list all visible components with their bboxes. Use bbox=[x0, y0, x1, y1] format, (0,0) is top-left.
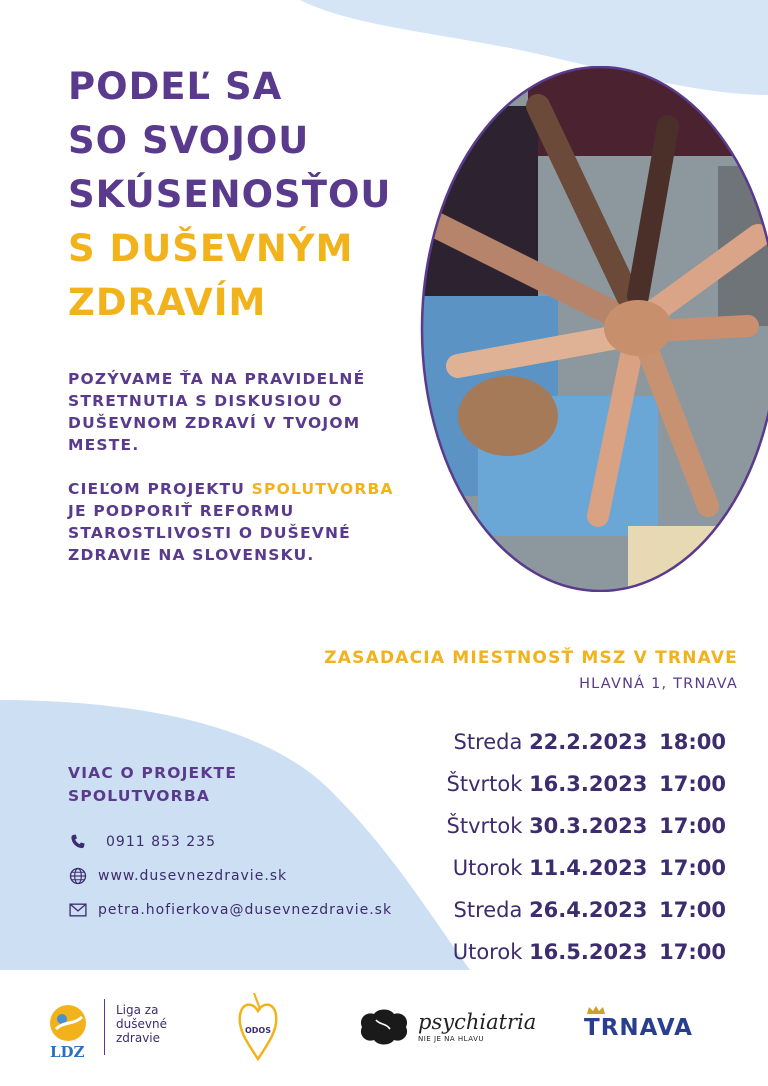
partner-logos bbox=[0, 985, 768, 1085]
intro-text bbox=[68, 368, 408, 588]
psychiatria-wordmark bbox=[418, 1011, 536, 1043]
ldz-mark: LDZ bbox=[50, 1043, 85, 1059]
schedule-date: 11.4.2023 bbox=[529, 856, 648, 880]
venue-name: ZASADACIA MIESTNOSŤ MSZ V TRNAVE bbox=[324, 648, 738, 668]
email-address: petra.hofierkova@dusevnezdravie.sk bbox=[98, 902, 393, 918]
web-contact[interactable] bbox=[68, 864, 287, 888]
goal-prefix: CIEĽOM PROJEKTU bbox=[68, 480, 246, 498]
schedule-list bbox=[447, 726, 727, 978]
schedule-date: 16.5.2023 bbox=[529, 940, 648, 964]
ldz-logo bbox=[46, 999, 96, 1059]
trnava-logo bbox=[584, 1005, 693, 1041]
headline-line-3: SKÚSENOSŤOU bbox=[68, 173, 392, 216]
headline-line-1: PODEĽ SA bbox=[68, 65, 283, 108]
schedule-date: 16.3.2023 bbox=[529, 772, 648, 796]
schedule-date: 26.4.2023 bbox=[529, 898, 648, 922]
schedule-day: Streda bbox=[453, 898, 523, 922]
schedule-day: Utorok bbox=[452, 856, 523, 880]
schedule-date: 22.2.2023 bbox=[529, 730, 648, 754]
hands-together-photo bbox=[418, 66, 768, 592]
psychiatria-title: psychiatria bbox=[418, 1010, 537, 1034]
schedule-time: 17:00 bbox=[659, 814, 726, 838]
ldz-emblem-icon bbox=[46, 999, 96, 1059]
goal-project-name: SPOLUTVORBA bbox=[251, 480, 394, 498]
ldz-name-line: zdravie bbox=[116, 1031, 161, 1045]
schedule-date: 30.3.2023 bbox=[529, 814, 648, 838]
schedule-time: 17:00 bbox=[659, 898, 726, 922]
schedule-item bbox=[447, 810, 727, 852]
schedule-day: Utorok bbox=[452, 940, 523, 964]
ldz-name-line: duševné bbox=[116, 1017, 167, 1031]
ldz-name bbox=[116, 1003, 167, 1045]
envelope-icon bbox=[68, 900, 88, 920]
phone-icon bbox=[68, 832, 88, 852]
schedule-item bbox=[447, 852, 727, 894]
odos-heart-icon bbox=[236, 989, 280, 1061]
headline-line-5: ZDRAVÍM bbox=[68, 281, 267, 324]
schedule-day: Streda bbox=[453, 730, 523, 754]
more-info-heading bbox=[68, 762, 237, 808]
globe-icon bbox=[68, 866, 88, 886]
phone-number: 0911 853 235 bbox=[106, 834, 216, 850]
venue bbox=[324, 648, 738, 692]
schedule-item bbox=[447, 726, 727, 768]
schedule-time: 17:00 bbox=[659, 772, 726, 796]
goal-suffix: JE PODPORIŤ REFORMU STAROSTLIVOSTI O DUŠEVNÉ ZDRAVIE NA SLOVENSKU. bbox=[68, 502, 351, 564]
website-url: www.dusevnezdravie.sk bbox=[98, 868, 288, 884]
schedule-time: 18:00 bbox=[659, 730, 726, 754]
headline-line-2: SO SVOJOU bbox=[68, 119, 310, 162]
more-info-line-2: SPOLUTVORBA bbox=[68, 787, 211, 805]
schedule-item bbox=[447, 768, 727, 810]
more-info-line-1: VIAC O PROJEKTE bbox=[68, 764, 238, 782]
goal-paragraph bbox=[68, 478, 408, 566]
crown-icon bbox=[586, 1005, 606, 1015]
schedule-day: Štvrtok bbox=[446, 814, 523, 838]
schedule-item bbox=[447, 936, 727, 978]
headline-line-4: S DUŠEVNÝM bbox=[68, 227, 354, 270]
psychiatria-subtitle: NIE JE NA HLAVU bbox=[418, 1035, 484, 1043]
ldz-divider bbox=[104, 999, 105, 1055]
odos-logo bbox=[236, 989, 280, 1061]
headline bbox=[68, 60, 391, 330]
venue-address: HLAVNÁ 1, TRNAVA bbox=[579, 676, 738, 692]
psychiatria-logo bbox=[356, 1005, 412, 1049]
schedule-time: 17:00 bbox=[659, 856, 726, 880]
ldz-name-line: Liga za bbox=[116, 1003, 159, 1017]
brain-icon bbox=[356, 1005, 412, 1049]
email-contact[interactable] bbox=[68, 898, 392, 922]
schedule-day: Štvrtok bbox=[446, 772, 523, 796]
phone-contact[interactable] bbox=[68, 830, 216, 854]
trnava-text: TRNAVA bbox=[584, 1015, 693, 1041]
schedule-item bbox=[447, 894, 727, 936]
invite-paragraph: POZÝVAME ŤA NA PRAVIDELNÉ STRETNUTIA S DISKUSIOU O DUŠEVNOM ZDRAVÍ V TVOJOM MESTE. bbox=[68, 370, 366, 454]
odos-text: ODOS bbox=[244, 1026, 272, 1035]
schedule-time: 17:00 bbox=[659, 940, 726, 964]
